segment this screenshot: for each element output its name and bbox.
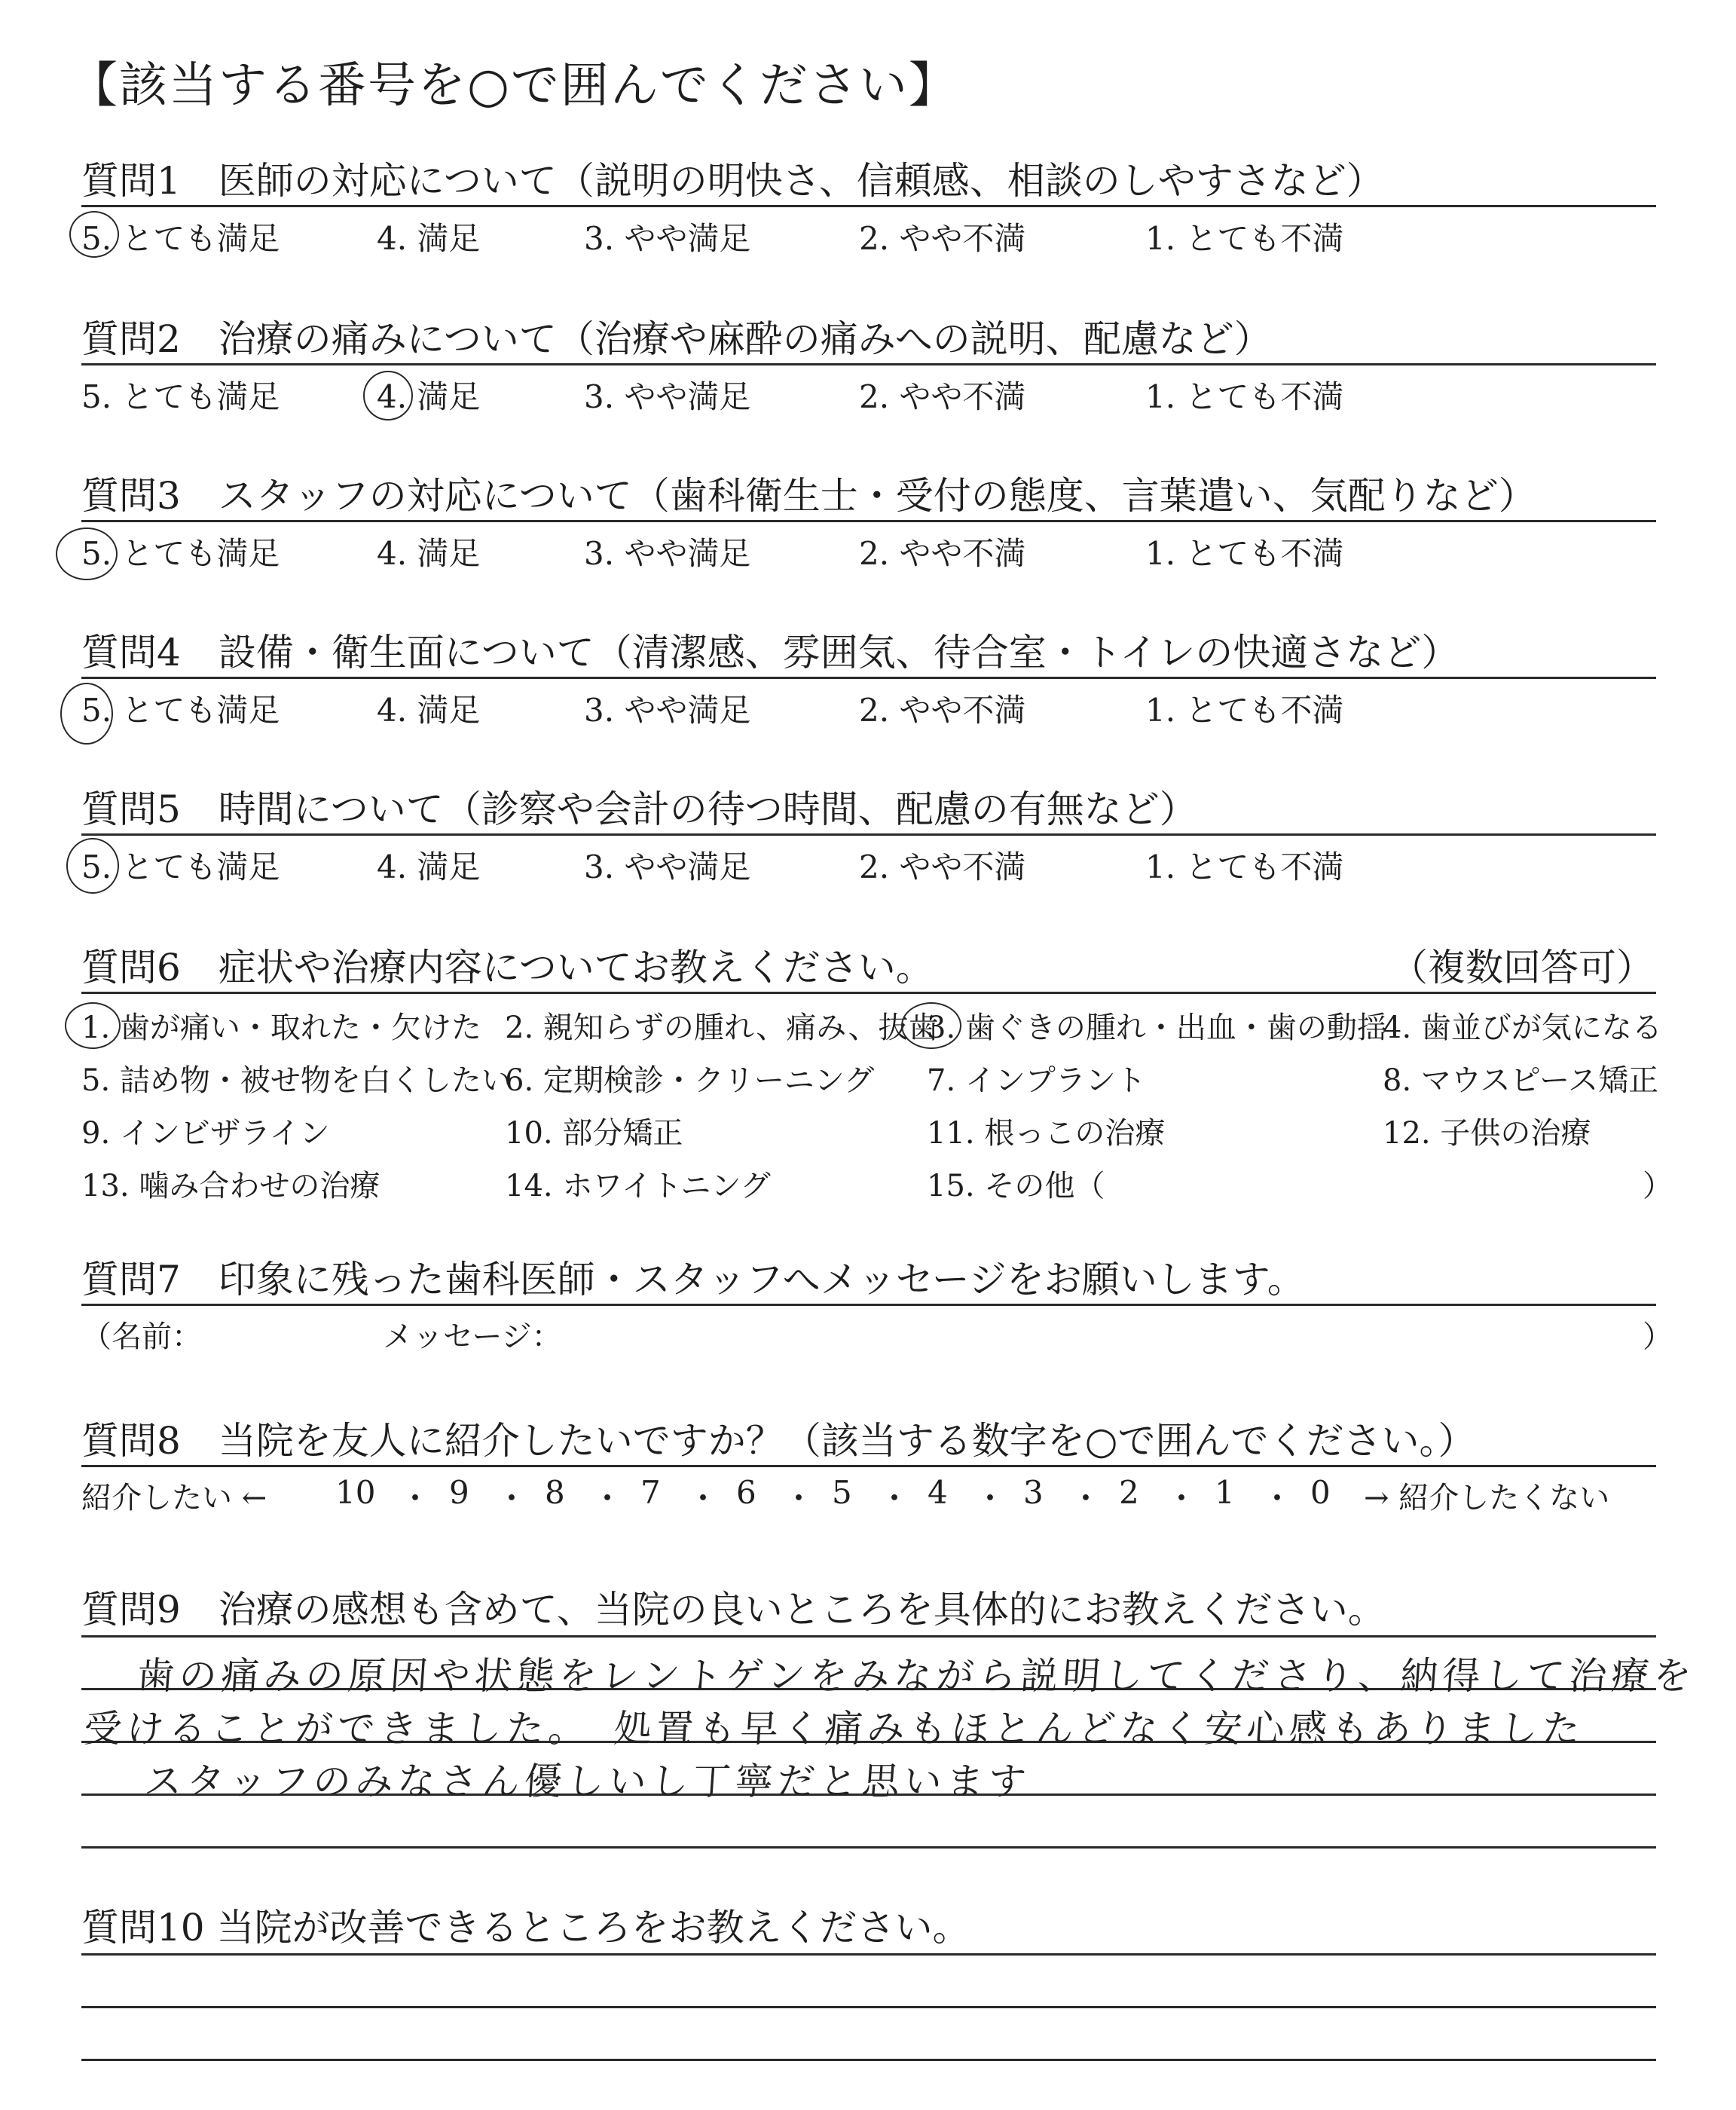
option-3[interactable]: 3. やや満足 — [584, 220, 751, 257]
name-label: （名前： — [81, 1320, 202, 1354]
not-recommend-label: → 紹介したくない — [1364, 1481, 1610, 1515]
answer-text-line: 歯の痛みの原因や状態をレントゲンをみながら説明してくださり、納得して治療を — [135, 1654, 1698, 1698]
answer-line — [81, 1953, 1656, 1956]
scale-value[interactable]: 3 — [1023, 1474, 1044, 1511]
option-2[interactable]: 2. やや不満 — [859, 535, 1026, 572]
symptom-option[interactable]: 5. 詰め物・被せ物を白くしたい — [81, 1063, 512, 1098]
option-5[interactable]: 5. とても満足 — [81, 692, 280, 729]
divider — [81, 1304, 1656, 1306]
answer-line — [81, 1846, 1656, 1849]
scale-dot: ・ — [783, 1480, 815, 1517]
option-1[interactable]: 1. とても不満 — [1145, 692, 1344, 729]
hand-circle-mark — [65, 1002, 121, 1049]
option-5[interactable]: 5. とても満足 — [81, 220, 280, 257]
option-1[interactable]: 1. とても不満 — [1145, 378, 1344, 415]
symptom-option[interactable]: 10. 部分矯正 — [505, 1116, 683, 1151]
scale-value[interactable]: 2 — [1119, 1474, 1139, 1511]
option-2[interactable]: 2. やや不満 — [859, 220, 1026, 257]
multiple-answer-note: （複数回答可） — [1390, 946, 1654, 989]
scale-dot: ・ — [496, 1480, 528, 1517]
question-6: 質問6 症状や治療内容についてお教えください。 — [81, 946, 934, 989]
option-4[interactable]: 4. 満足 — [377, 692, 481, 729]
hand-circle-mark — [66, 838, 119, 894]
question-9: 質問9 治療の感想も含めて、当院の良いところを具体的にお教えください。 — [81, 1588, 1386, 1631]
hand-circle-mark — [901, 1002, 961, 1049]
scale-dot: ・ — [1166, 1480, 1198, 1517]
scale-dot: ・ — [687, 1480, 720, 1517]
message-label: メッセージ： — [383, 1320, 562, 1354]
option-4[interactable]: 4. 満足 — [377, 220, 481, 257]
divider — [81, 992, 1656, 994]
scale-value[interactable]: 8 — [545, 1474, 565, 1511]
scale-value[interactable]: 7 — [640, 1474, 661, 1511]
scale-value[interactable]: 10 — [335, 1474, 376, 1511]
symptom-option[interactable]: 1. 歯が痛い・取れた・欠けた — [81, 1011, 481, 1045]
symptom-option[interactable]: 9. インビザライン — [81, 1116, 330, 1151]
option-1[interactable]: 1. とても不満 — [1145, 220, 1344, 257]
question-7: 質問7 印象に残った歯科医師・スタッフへメッセージをお願いします。 — [81, 1258, 1305, 1301]
scale-value[interactable]: 0 — [1310, 1474, 1331, 1511]
answer-line — [81, 2006, 1656, 2008]
scale-dot: ・ — [1070, 1480, 1102, 1517]
option-3[interactable]: 3. やや満足 — [584, 535, 751, 572]
option-3[interactable]: 3. やや満足 — [584, 849, 751, 885]
divider — [81, 1465, 1656, 1467]
recommend-label: 紹介したい ← — [81, 1481, 267, 1515]
divider — [81, 677, 1656, 679]
symptom-option[interactable]: 6. 定期検診・クリーニング — [505, 1063, 875, 1098]
page-title: 【該当する番号を○で囲んでください】 — [69, 58, 958, 114]
symptom-option[interactable]: 15. その他（ — [927, 1169, 1105, 1203]
hand-circle-mark — [60, 683, 113, 745]
scale-dot: ・ — [591, 1480, 624, 1517]
symptom-option[interactable]: 7. インプラント — [927, 1063, 1146, 1098]
option-2[interactable]: 2. やや不満 — [859, 378, 1026, 415]
question-1: 質問1 医師の対応について（説明の明快さ、信頼感、相談のしやすさなど） — [81, 159, 1384, 203]
scale-value[interactable]: 5 — [832, 1474, 852, 1511]
answer-line — [81, 2059, 1656, 2061]
question-4: 質問4 設備・衛生面について（清潔感、雰囲気、待合室・トイレの快適さなど） — [81, 631, 1459, 674]
scale-dot: ・ — [1261, 1480, 1294, 1517]
question-2: 質問2 治療の痛みについて（治療や麻酔の痛みへの説明、配慮など） — [81, 317, 1272, 361]
option-5[interactable]: 5. とても満足 — [81, 378, 280, 415]
answer-text-line: 受けることができました。 処置も早く痛みもほとんどなく安心感もありました — [82, 1707, 1586, 1751]
scale-value[interactable]: 6 — [736, 1474, 756, 1511]
divider — [81, 833, 1656, 836]
option-3[interactable]: 3. やや満足 — [584, 692, 751, 729]
scale-dot: ・ — [399, 1480, 432, 1517]
hand-circle-mark — [69, 211, 119, 258]
option-5[interactable]: 5. とても満足 — [81, 849, 280, 885]
scale-value[interactable]: 9 — [449, 1474, 469, 1511]
close-paren: ） — [1643, 1169, 1673, 1203]
question-5: 質問5 時間について（診察や会計の待つ時間、配慮の有無など） — [81, 787, 1197, 831]
hand-circle-mark — [363, 371, 413, 420]
symptom-option[interactable]: 4. 歯並びが気になる — [1383, 1011, 1662, 1045]
question-3: 質問3 スタッフの対応について（歯科衛生士・受付の態度、言葉遣い、気配りなど） — [81, 474, 1536, 518]
symptom-option[interactable]: 3. 歯ぐきの腫れ・出血・歯の動揺 — [927, 1011, 1387, 1045]
option-1[interactable]: 1. とても不満 — [1145, 849, 1344, 885]
option-3[interactable]: 3. やや満足 — [584, 378, 751, 415]
divider — [81, 205, 1656, 207]
close-paren: ） — [1643, 1320, 1673, 1354]
option-2[interactable]: 2. やや不満 — [859, 849, 1026, 885]
hand-circle-mark — [56, 528, 118, 580]
scale-dot: ・ — [879, 1480, 911, 1517]
option-4[interactable]: 4. 満足 — [377, 535, 481, 572]
option-1[interactable]: 1. とても不満 — [1145, 535, 1344, 572]
option-5[interactable]: 5. とても満足 — [81, 535, 280, 572]
scale-dot: ・ — [974, 1480, 1007, 1517]
question-10: 質問10 当院が改善できるところをお教えください。 — [81, 1906, 970, 1949]
symptom-option[interactable]: 11. 根っこの治療 — [927, 1116, 1166, 1151]
scale-value[interactable]: 1 — [1215, 1474, 1235, 1511]
divider — [81, 520, 1656, 522]
divider — [81, 363, 1656, 365]
symptom-option[interactable]: 2. 親知らずの腫れ、痛み、抜歯 — [505, 1011, 939, 1045]
answer-line — [81, 1635, 1656, 1638]
option-4[interactable]: 4. 満足 — [377, 849, 481, 885]
symptom-option[interactable]: 12. 子供の治療 — [1383, 1116, 1591, 1151]
option-4[interactable]: 4. 満足 — [377, 378, 481, 415]
answer-text-line: スタッフのみなさん優しいし丁寧だと思います — [142, 1760, 1032, 1803]
symptom-option[interactable]: 13. 噛み合わせの治療 — [81, 1169, 381, 1203]
symptom-option[interactable]: 8. マウスピース矯正 — [1383, 1063, 1659, 1098]
symptom-option[interactable]: 14. ホワイトニング — [505, 1169, 771, 1203]
question-8: 質問8 当院を友人に紹介したいですか？（該当する数字を○で囲んでください。） — [81, 1419, 1476, 1463]
scale-value[interactable]: 4 — [928, 1474, 948, 1511]
option-2[interactable]: 2. やや不満 — [859, 692, 1026, 729]
